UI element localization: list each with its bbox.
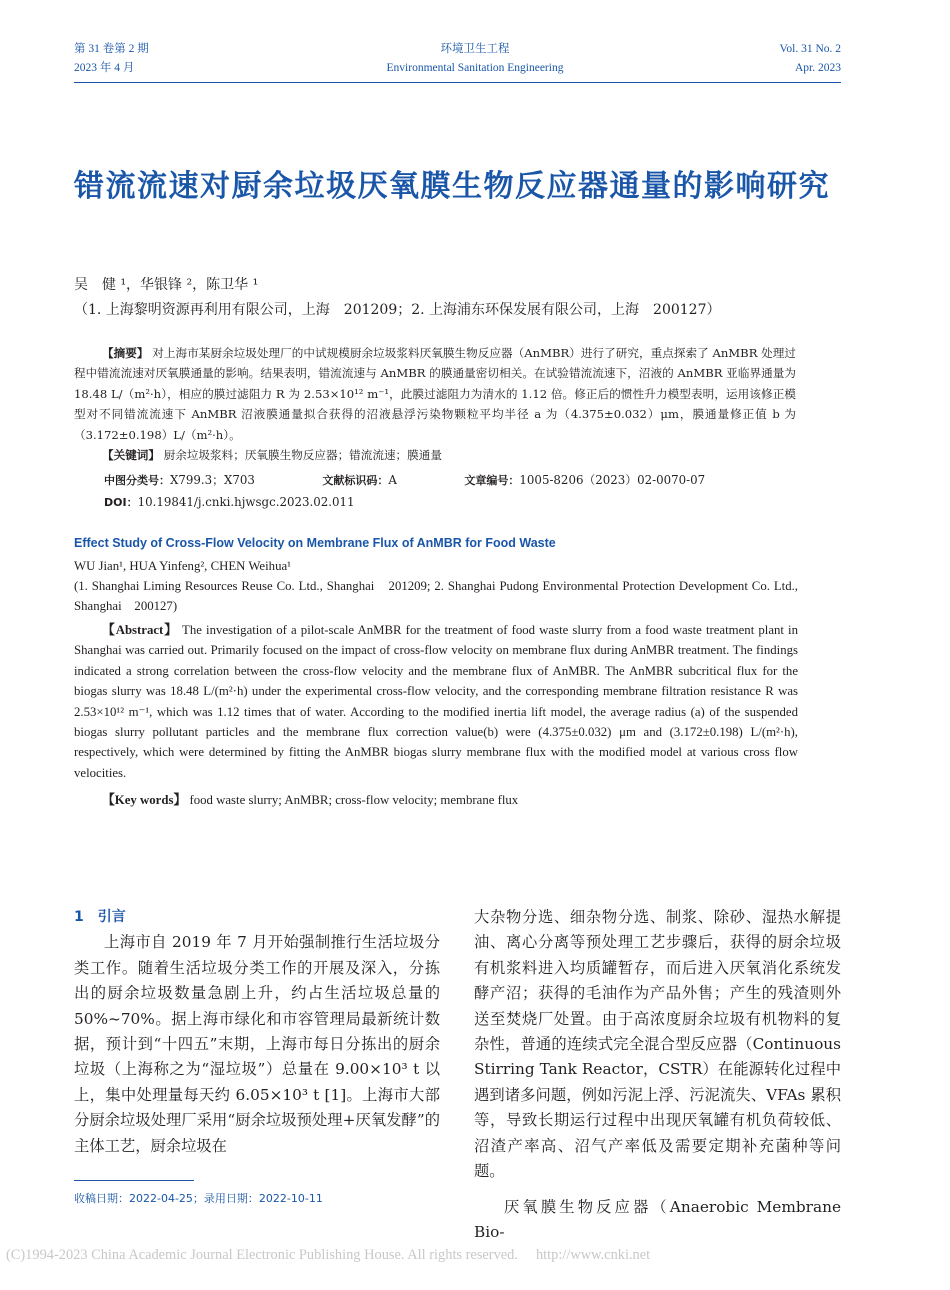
english-abstract: [74, 620, 798, 783]
english-keywords-text: food waste slurry; AnMBR; cross-flow velocity; membrane flux: [189, 793, 519, 807]
clc-value: X799.3；X703: [170, 473, 255, 487]
intro-paragraph-right: 大杂物分选、细杂物分选、制浆、除砂、湿热水解提油、离心分离等预处理工艺步骤后，获得的厨余垃圾有机浆料进入均质罐暂存，而后进入厌氧消化系统发酵产沼；获得的毛油作为产品外售；产生的残渣则外送至焚烧厂处置。由于高浓度厨余垃圾有机物料的复杂性，普通的连续式完全混合型反应器（Continuous Stirring Tank Reactor，CSTR）在能源转化过程中遇到诸多问题，例如污泥上浮、污泥流失、VFAs 累积等，导致长期运行过程中出现厌氧罐有机负荷较低、沼渣产率高、沼气产率低及需要定期补充菌种等问题。: [474, 908, 841, 1181]
english-abstract-label: 【Abstract】: [102, 623, 178, 637]
volume-en: Vol. 31 No. 2: [779, 43, 841, 55]
english-keywords: [102, 790, 826, 810]
paper-title: 错流流速对厨余垃圾厌氧膜生物反应器通量的影响研究: [74, 169, 830, 204]
intro-paragraph-left: 上海市自 2019 年 7 月开始强制推行生活垃圾分类工作。随着生活垃圾分类工作的开展及深入，分拣出的厨余垃圾数量急剧上升，约占生活垃圾总量的 50%~70%。据上海市绿化和市容管理局最新统计数据，预计到“十四五”末期，上海市每日分拣出的厨余垃圾（上海称之为“湿垃圾”）总量在 9.00×10³ t 以上，集中处理量每天约 6.05×10³ t [1]。上海市大部分厨余垃圾处理厂采用“厨余垃圾预处理+厌氧发酵”的主体工艺，厨余垃圾在: [74, 933, 440, 1155]
body-left-column: [74, 905, 440, 1159]
body-right-column: [474, 905, 841, 1242]
abstract-cn-text: 对上海市某厨余垃圾处理厂的中试规模厨余垃圾浆料厌氧膜生物反应器（AnMBR）进行了研究，重点探索了 AnMBR 处理过程中错流流速对厌氧膜通量的影响。结果表明，错流流速与 AnMBR 的膜通量密切相关。在试验错流流速下，沼液的 AnMBR 亚临界通量为 18.48 L/（m²·h），相应的膜过滤阻力 R 为 2.53×10¹² m⁻¹，此膜过滤阻力为清水的 1.12 倍。修正后的惯性升力模型表明，运用该修正模型对不同错流流速下 AnMBR 沼液膜通量拟合获得的沼液悬浮污染物颗粒平均半径 a 为（4.375±0.032）μm，膜通量修正值 b 为（3.172±0.198）L/（m²·h）。: [74, 346, 796, 442]
doc-code-label: 文献标识码：: [322, 474, 389, 487]
anmbr-paragraph-start: 厌氧膜生物反应器（Anaerobic Membrane Bio-: [474, 1198, 841, 1242]
authors-cn: 吴 健 ¹，华银锋 ²，陈卫华 ¹: [74, 277, 259, 293]
english-abstract-text: The investigation of a pilot-scale AnMBR for the treatment of food waste slurry from a food waste treatment plant in Shanghai was carried out. Primarily focused on the impact of cross-flow velocity on membrane flux during AnMBR treatment. The findings indicated a strong correlation between the cross-flow velocity and the membrane flux of AnMBR. The AnMBR subcritical flux for the biogas slurry was 18.48 L/(m²·h) under the experimental cross-flow velocity, and the corresponding membrane filtration resistance R was 2.53×10¹² m⁻¹, which was 1.12 times that of water. According to the modified inertia lift model, the average radius (a) of the suspended biogas slurry pollutant particles and the membrane flux correction value(b) were (4.375±0.032) μm and (3.172±0.198) L/(m²·h), respectively, which were determined by fitting the AnMBR biogas slurry membrane flux with the modified model at various cross flow velocities.: [74, 623, 799, 780]
footnote-rule: [74, 1180, 194, 1181]
date-en: Apr. 2023: [795, 62, 841, 74]
journal-name-en: Environmental Sanitation Engineering: [386, 62, 564, 74]
affiliations-cn: （1. 上海黎明资源再利用有限公司，上海 201209；2. 上海浦东环保发展有限公司，上海 200127）: [74, 302, 721, 318]
doc-code-value: A: [388, 473, 397, 487]
keywords-cn-label: 【关键词】: [102, 448, 160, 463]
abstract-cn-label: 【摘要】: [102, 346, 149, 360]
header-volume-en: [780, 40, 841, 78]
journal-name-cn: 环境卫生工程: [440, 43, 510, 55]
date-cn: 2023 年 4 月: [74, 62, 135, 74]
english-affiliations: (1. Shanghai Liming Resources Reuse Co. Ltd., Shanghai 201209; 2. Shanghai Pudong Environmental Protection Development Co. Ltd., Shanghai 200127): [74, 579, 798, 614]
doi-label: DOI：: [104, 496, 138, 509]
doi-value[interactable]: 10.19841/j.cnki.hjwsgc.2023.02.011: [137, 495, 355, 509]
received-date-footnote: 收稿日期：2022-04-25；录用日期：2022-10-11: [74, 1192, 323, 1205]
classification-line: [104, 471, 804, 488]
english-keywords-label: 【Key words】: [102, 793, 187, 807]
header-rule: [74, 82, 841, 83]
doi-line: [104, 494, 355, 510]
abstract-cn: [74, 343, 796, 465]
volume-cn: 第 31 卷第 2 期: [74, 43, 149, 55]
english-title: Effect Study of Cross-Flow Velocity on Membrane Flux of AnMBR for Food Waste: [74, 536, 556, 550]
copyright-watermark: (C)1994-2023 China Academic Journal Electronic Publishing House. All rights reserved. http://www.cnki.net: [6, 1247, 651, 1263]
article-no-label: 文章编号：: [464, 474, 520, 487]
keywords-cn-text: 厨余垃圾浆料；厌氧膜生物反应器；错流流速；膜通量: [163, 448, 442, 463]
article-no-value: 1005-8206（2023）02-0070-07: [519, 473, 706, 487]
section-heading-intro: 1 引言: [74, 909, 126, 925]
clc-label: 中图分类号：: [104, 474, 170, 487]
english-authors: WU Jian¹, HUA Yinfeng², CHEN Weihua¹: [74, 559, 291, 573]
